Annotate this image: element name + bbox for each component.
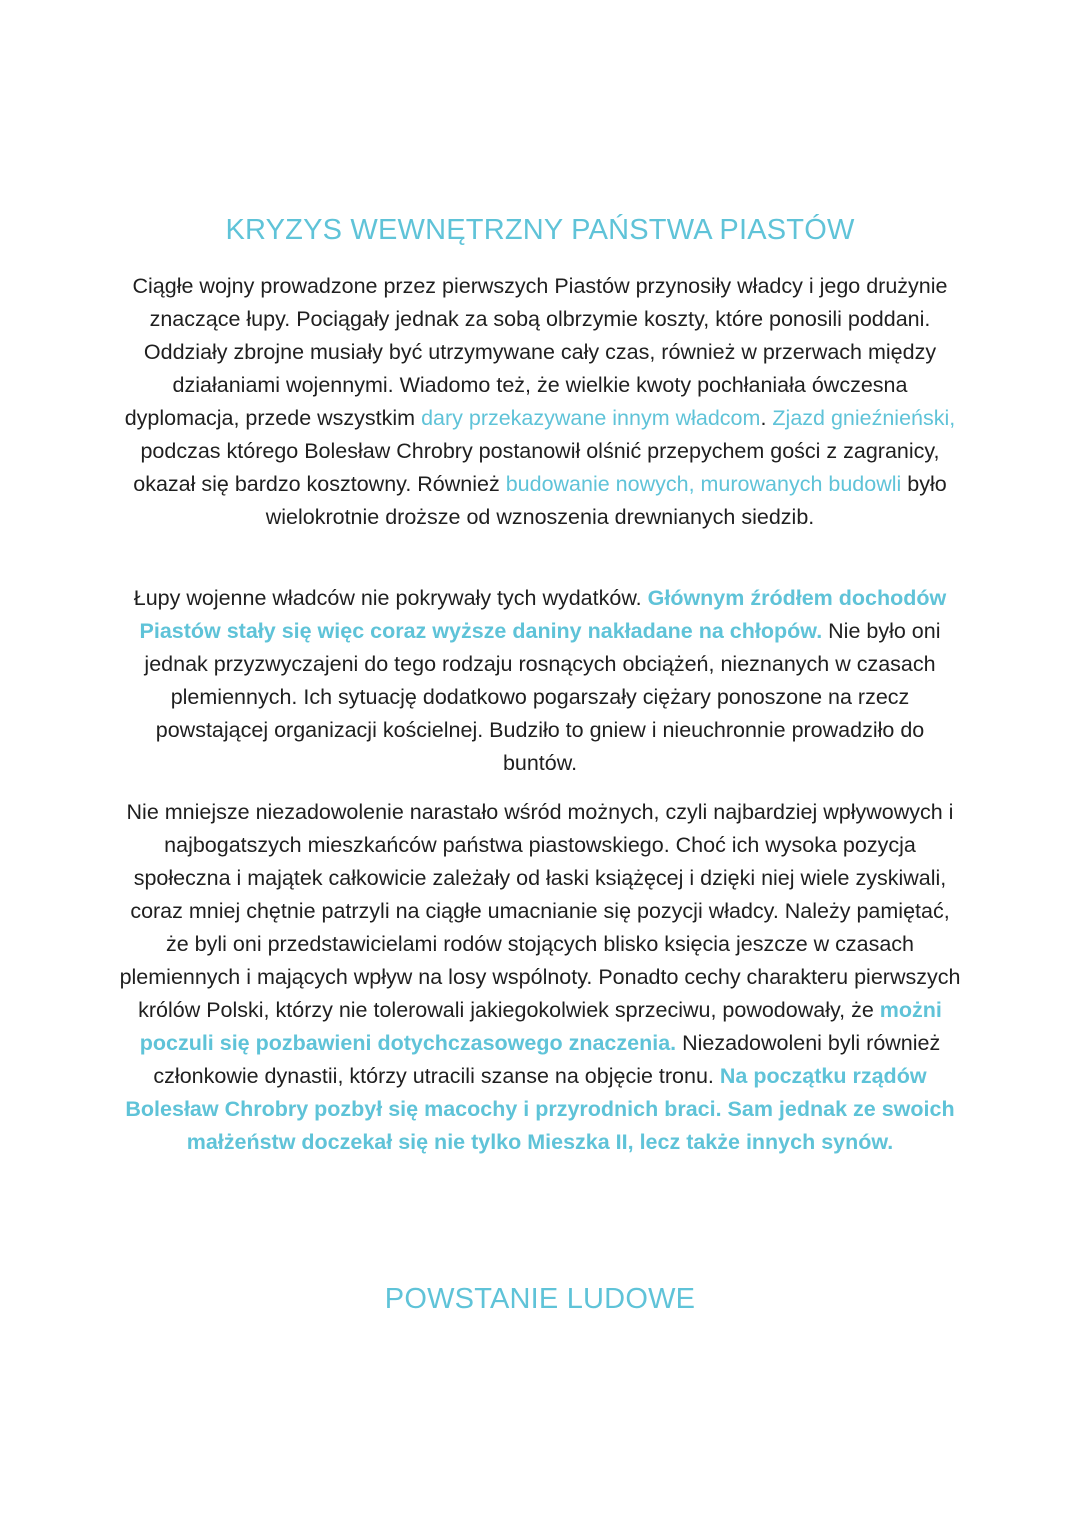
paragraph-costs xyxy=(118,270,962,534)
section-heading-uprising: POWSTANIE LUDOWE xyxy=(384,1283,696,1315)
paragraph-text: Nie mniejsze niezadowolenie narastało wśród możnych, czyli najbardziej wpływowych i najbogatszych mieszkańców państwa piastowskiego. Choć ich wysoka pozycja społeczna i majątek całkowicie zależały od łaski książęcej i dzięki niej wiele zyskiwali, coraz mniej chętnie patrzyli na ciągłe umacnianie się pozycji władcy. Należy pamiętać, że byli oni przedstawicielami rodów stojących blisko księcia jeszcze w czasach plemiennych i mających wpływ na losy wspólnoty. Ponadto cechy charakteru pierwszych królów Polski, którzy nie tolerowali jakiegokolwiek sprzeciwu, powodowały, że xyxy=(119,800,961,1022)
paragraph-text: podczas którego Bolesław Chrobry postanowił olśnić przepychem gości z zagranicy, okazał się bardzo kosztowny. Również xyxy=(133,439,940,496)
paragraph-text: było wielokrotnie droższe od wznoszenia drewnianych siedzib. xyxy=(265,472,947,529)
paragraph-nobles xyxy=(118,796,962,1159)
bold-highlight-nobles: możni poczuli się pozbawieni dotychczasowego znaczenia. xyxy=(139,998,942,1055)
paragraph-peasants xyxy=(118,582,962,780)
paragraph-text: Łupy wojenne władców nie pokrywały tych wydatków. xyxy=(133,586,642,610)
highlight-gniezno-congress: Zjazd gnieźnieński, xyxy=(772,406,956,430)
bold-highlight-tributes: Głównym źródłem dochodów Piastów stały się więc coraz wyższe daniny nakładane na chłopów. xyxy=(139,586,947,643)
highlight-gifts: dary przekazywane innym władcom xyxy=(421,406,761,430)
paragraph-text: . xyxy=(760,406,767,430)
paragraph-text: Nie było oni jednak przyzwyczajeni do tego rodzaju rosnących obciążeń, nieznanych w czasach plemiennych. Ich sytuację dodatkowo pogarszały ciężary ponoszone na rzecz powstającej organizacji kościelnej. Budziło to gniew i nieuchronnie prowadziło do buntów. xyxy=(144,619,941,775)
bold-highlight-chrobry: Na początku rządów Bolesław Chrobry pozbył się macochy i przyrodnich braci. Sam jednak ze swoich małżeństw doczekał się nie tylko Mieszka II, lecz także innych synów. xyxy=(125,1064,955,1154)
paragraph-text: Ciągłe wojny prowadzone przez pierwszych Piastów przynosiły władcy i jego drużynie znaczące łupy. Pociągały jednak za sobą olbrzymie koszty, które ponosili poddani. Oddziały zbrojne musiały być utrzymywane cały czas, również w przerwach między działaniami wojennymi. Wiadomo też, że wielkie kwoty pochłaniała ówczesna dyplomacja, przede wszystkim xyxy=(124,274,948,430)
section-heading-crisis: KRYZYS WEWNĘTRZNY PAŃSTWA PIASTÓW xyxy=(225,214,855,246)
highlight-stone-buildings: budowanie nowych, murowanych budowli xyxy=(505,472,902,496)
paragraph-text: Niezadowoleni byli również członkowie dynastii, którzy utracili szanse na objęcie tronu. xyxy=(153,1031,941,1088)
